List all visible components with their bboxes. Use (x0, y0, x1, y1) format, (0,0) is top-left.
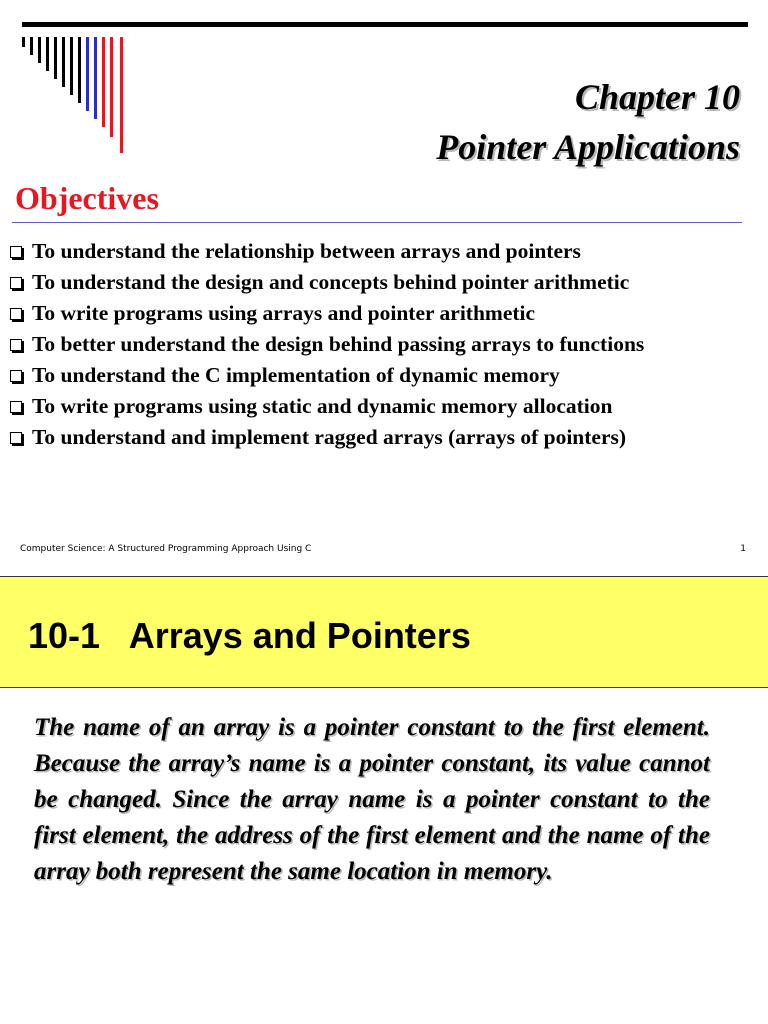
objectives-underline (12, 222, 742, 223)
checkbox-bullet-icon (10, 422, 32, 453)
checkbox-bullet-icon (10, 360, 32, 391)
objectives-heading: Objectives (15, 180, 159, 216)
checkbox-bullet-icon (10, 391, 32, 422)
section-heading-bar (0, 576, 768, 688)
checkbox-bullet-icon (10, 267, 32, 298)
list-item: To understand the relationship between arrays and pointers (10, 236, 760, 267)
checkbox-bullet-icon (10, 298, 32, 329)
top-rule (22, 22, 748, 27)
checkbox-bullet-icon (10, 236, 32, 267)
list-item: To understand the C implementation of dynamic memory (10, 360, 760, 391)
list-item: To better understand the design behind passing arrays to functions (10, 329, 760, 360)
page-number: 1 (740, 544, 746, 554)
slide-footer (20, 544, 746, 554)
body-paragraph: The name of an array is a pointer constant to the first element. Because the array’s name is a pointer constant, its value cannot be changed. Since the array name is a pointer constant to the first element, the address of the first element and the name of the array both represent the same location in memory. (34, 714, 710, 885)
decorative-stripes (22, 37, 132, 157)
chapter-title-line-1: Chapter 10 (574, 77, 740, 117)
slide-2 (0, 572, 768, 1024)
checkbox-bullet-icon (10, 329, 32, 360)
section-heading: 10-1 Arrays and Pointers (28, 615, 471, 656)
list-item: To write programs using static and dynamic memory allocation (10, 391, 760, 422)
chapter-title (436, 72, 740, 172)
list-item: To understand and implement ragged arrays (arrays of pointers) (10, 422, 760, 453)
stripes-group (22, 37, 123, 153)
objectives-list (10, 236, 760, 453)
list-item: To understand the design and concepts behind pointer arithmetic (10, 267, 760, 298)
chapter-title-line-2: Pointer Applications (436, 127, 740, 167)
footer-text: Computer Science: A Structured Programming Approach Using C (20, 544, 312, 554)
list-item: To write programs using arrays and pointer arithmetic (10, 298, 760, 329)
